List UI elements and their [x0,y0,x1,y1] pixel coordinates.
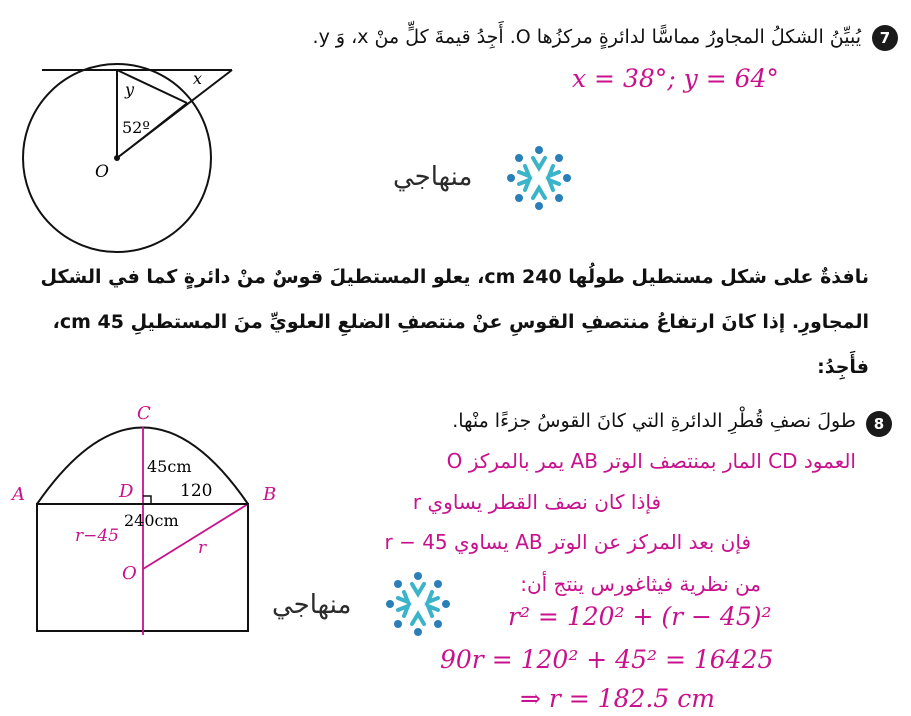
logo-people-circle-icon-2 [382,568,454,640]
equation-3: ⇒ r = 182.5 cm [520,684,715,713]
watermark-logo-2 [272,568,472,640]
solution-line-4: من نظرية فيثاغورس ينتج أن: [520,572,761,596]
intro-line-3: فأَجِدُ: [817,356,869,378]
figure-label-angle: 52º [122,118,150,137]
question-number-8: 8 [866,411,892,437]
question-7-answer: x = 38°; y = 64° [572,64,779,93]
figure-label-center: O [95,162,109,182]
watermark-text-2: منهاجي [272,590,352,620]
solution-line-2: فإذا كان نصف القطر يساوي r [412,490,661,514]
equation-2: 90r = 120² + 45² = 16425 [440,645,774,674]
question-7-prompt: يُبيِّنُ الشكلُ المجاورُ مماسًّا لدائرةٍ مركزُها O. أَجِدُ قيمةَ كلٍّ منْ x، وَ y. [312,26,861,48]
figure-label-r: r [198,538,207,558]
tangent-circle-figure [0,55,260,265]
watermark-logo [393,142,593,214]
figure-label-D: D [119,481,134,502]
solution-line-1: العمود CD المار بمنتصف الوتر AB يمر بالمركز O [446,449,856,473]
figure-label-O: O [122,563,137,584]
figure-label-height: 45cm [147,457,192,476]
figure-label-y: y [125,80,135,99]
question-8-prompt: طولَ نصفِ قُطْرِ الدائرةِ التي كانَ القوسُ جزءًا منْها. [452,410,856,432]
equation-1: r² = 120² + (r − 45)² [508,602,772,631]
solution-line-3: فإن بعد المركز عن الوتر AB يساوي r − 45 [384,530,751,554]
figure-label-width: 240cm [124,511,179,530]
figure-label-A: A [12,484,25,505]
window-arc-figure [0,395,300,640]
logo-people-circle-icon [503,142,575,214]
figure-label-C: C [137,403,151,424]
watermark-text: منهاجي [393,162,473,192]
intro-line-2: المجاورِ. إذا كانَ ارتفاعُ منتصفِ القوسِ عنْ منتصفِ الضلعِ العلويِّ منَ المستطيلِ 45 cm، [52,311,869,333]
figure-label-half: 120 [180,481,213,501]
figure-label-x: x [193,69,203,88]
figure-label-B: B [263,484,277,505]
question-number-7: 7 [872,25,898,51]
figure-label-r-minus-45: r−45 [75,526,120,546]
intro-line-1: نافذةٌ على شكل مستطيل طولُها 240 cm، يعلو المستطيلَ قوسٌ منْ دائرةٍ كما في الشكل [40,266,869,288]
